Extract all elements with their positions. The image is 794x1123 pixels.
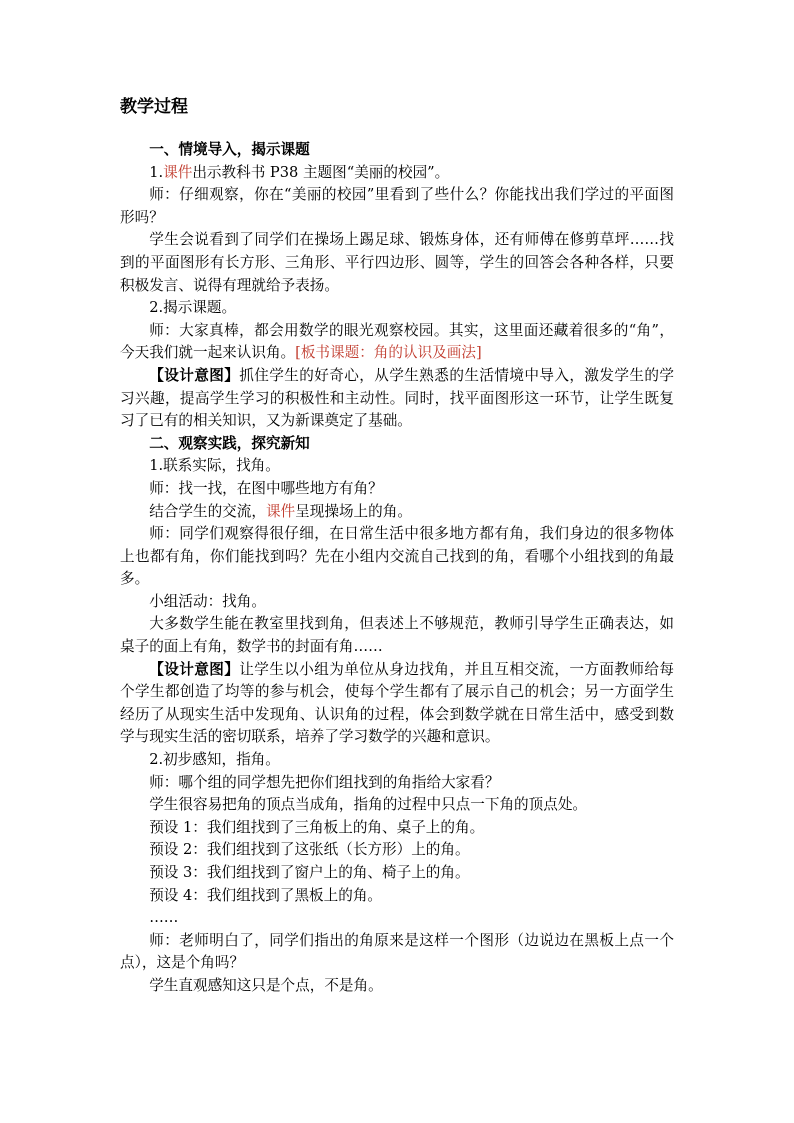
paragraph bbox=[120, 162, 674, 185]
design-intent-paragraph bbox=[120, 659, 674, 749]
design-intent-paragraph bbox=[120, 365, 674, 433]
paragraph: 师：找一找，在图中哪些地方有角？ bbox=[149, 479, 383, 497]
text-span: 结合学生的交流， bbox=[149, 502, 266, 520]
text-span: 1. bbox=[149, 163, 164, 181]
paragraph: 小组活动：找角。 bbox=[149, 592, 266, 610]
design-intent-label: 【设计意图】 bbox=[149, 366, 240, 384]
paragraph: 2.揭示课题。 bbox=[149, 299, 237, 317]
text-span: 抓住学生的好奇心，从学生熟悉的生活情境中导入，激发学生的学习兴趣，提高学生学习的积极性和主动性。同时，找平面图形这一环节，让学生既复习了已有的相关知识，又为新课奠定了基础。 bbox=[120, 366, 674, 430]
paragraph: 师：哪个组的同学想先把你们组找到的角指给大家看？ bbox=[149, 773, 500, 791]
text-span: 师：大家真棒，都会用数学的眼光观察校园。其实，这里面还藏着很多的“角”，今天我们就一起来认识角。 bbox=[120, 321, 674, 362]
paragraph bbox=[120, 320, 674, 365]
paragraph: …… bbox=[149, 909, 179, 927]
blackboard-title-note: [板书课题：角的认识及画法] bbox=[295, 344, 482, 362]
paragraph: 预设 4：我们组找到了黑板上的角。 bbox=[149, 886, 383, 904]
paragraph: 1.联系实际，找角。 bbox=[149, 457, 280, 475]
paragraph: 学生很容易把角的顶点当成角，指角的过程中只点一下角的顶点处。 bbox=[149, 796, 588, 814]
text-span: 出示教科书 P38 主题图“美丽的校园”。 bbox=[192, 163, 450, 181]
section-heading-2: 二、观察实践，探究新知 bbox=[149, 434, 310, 452]
paragraph: 师：老师明白了，同学们指出的角原来是这样一个图形（边说边在黑板上点一个点），这是个角吗？ bbox=[120, 931, 674, 972]
document-page bbox=[120, 95, 674, 998]
paragraph: 预设 3：我们组找到了窗户上的角、椅子上的角。 bbox=[149, 864, 470, 881]
paragraph bbox=[120, 501, 674, 524]
design-intent-label: 【设计意图】 bbox=[149, 660, 240, 678]
paragraph: 学生会说看到了同学们在操场上踢足球、锻炼身体，还有师傅在修剪草坪……找到的平面图形有长方形、三角形、平行四边形、圆等，学生的回答会各种各样，只要积极发言、说得有理就给予表扬。 bbox=[120, 231, 674, 294]
paragraph: 预设 2：我们组找到了这张纸（长方形）上的角。 bbox=[149, 841, 470, 859]
paragraph: 预设 1：我们组找到了三角板上的角、桌子上的角。 bbox=[149, 818, 485, 836]
text-span: 呈现操场上的角。 bbox=[295, 502, 412, 520]
section-heading-1: 一、情境导入，揭示课题 bbox=[149, 141, 310, 158]
paragraph: 学生直观感知这只是个点，不是角。 bbox=[149, 976, 383, 994]
highlight-courseware: 课件 bbox=[265, 502, 296, 520]
paragraph: 师：同学们观察得很仔细，在日常生活中很多地方都有角，我们身边的很多物体上也都有角，你们能找到吗？先在小组内交流自己找到的角，看哪个小组找到的角最多。 bbox=[120, 525, 674, 588]
highlight-courseware: 课件 bbox=[163, 163, 193, 181]
paragraph: 师：仔细观察，你在“美丽的校园”里看到了些什么？你能找出我们学过的平面图形吗？ bbox=[120, 186, 674, 226]
page-title: 教学过程 bbox=[120, 97, 188, 117]
paragraph: 大多数学生能在教室里找到角，但表述上不够规范，教师引导学生正确表达，如桌子的面上有角，数学书的封面有角…… bbox=[120, 615, 674, 656]
paragraph: 2.初步感知，指角。 bbox=[149, 751, 280, 769]
text-span: 让学生以小组为单位从身边找角，并且互相交流，一方面教师给每个学生都创造了均等的参与机会，使每个学生都有了展示自己的机会；另一方面学生经历了从现实生活中发现角、认识角的过程，体会到数学就在日常生活中，感受到数学与现实生活的密切联系，培养了学习数学的兴趣和意识。 bbox=[120, 660, 674, 746]
